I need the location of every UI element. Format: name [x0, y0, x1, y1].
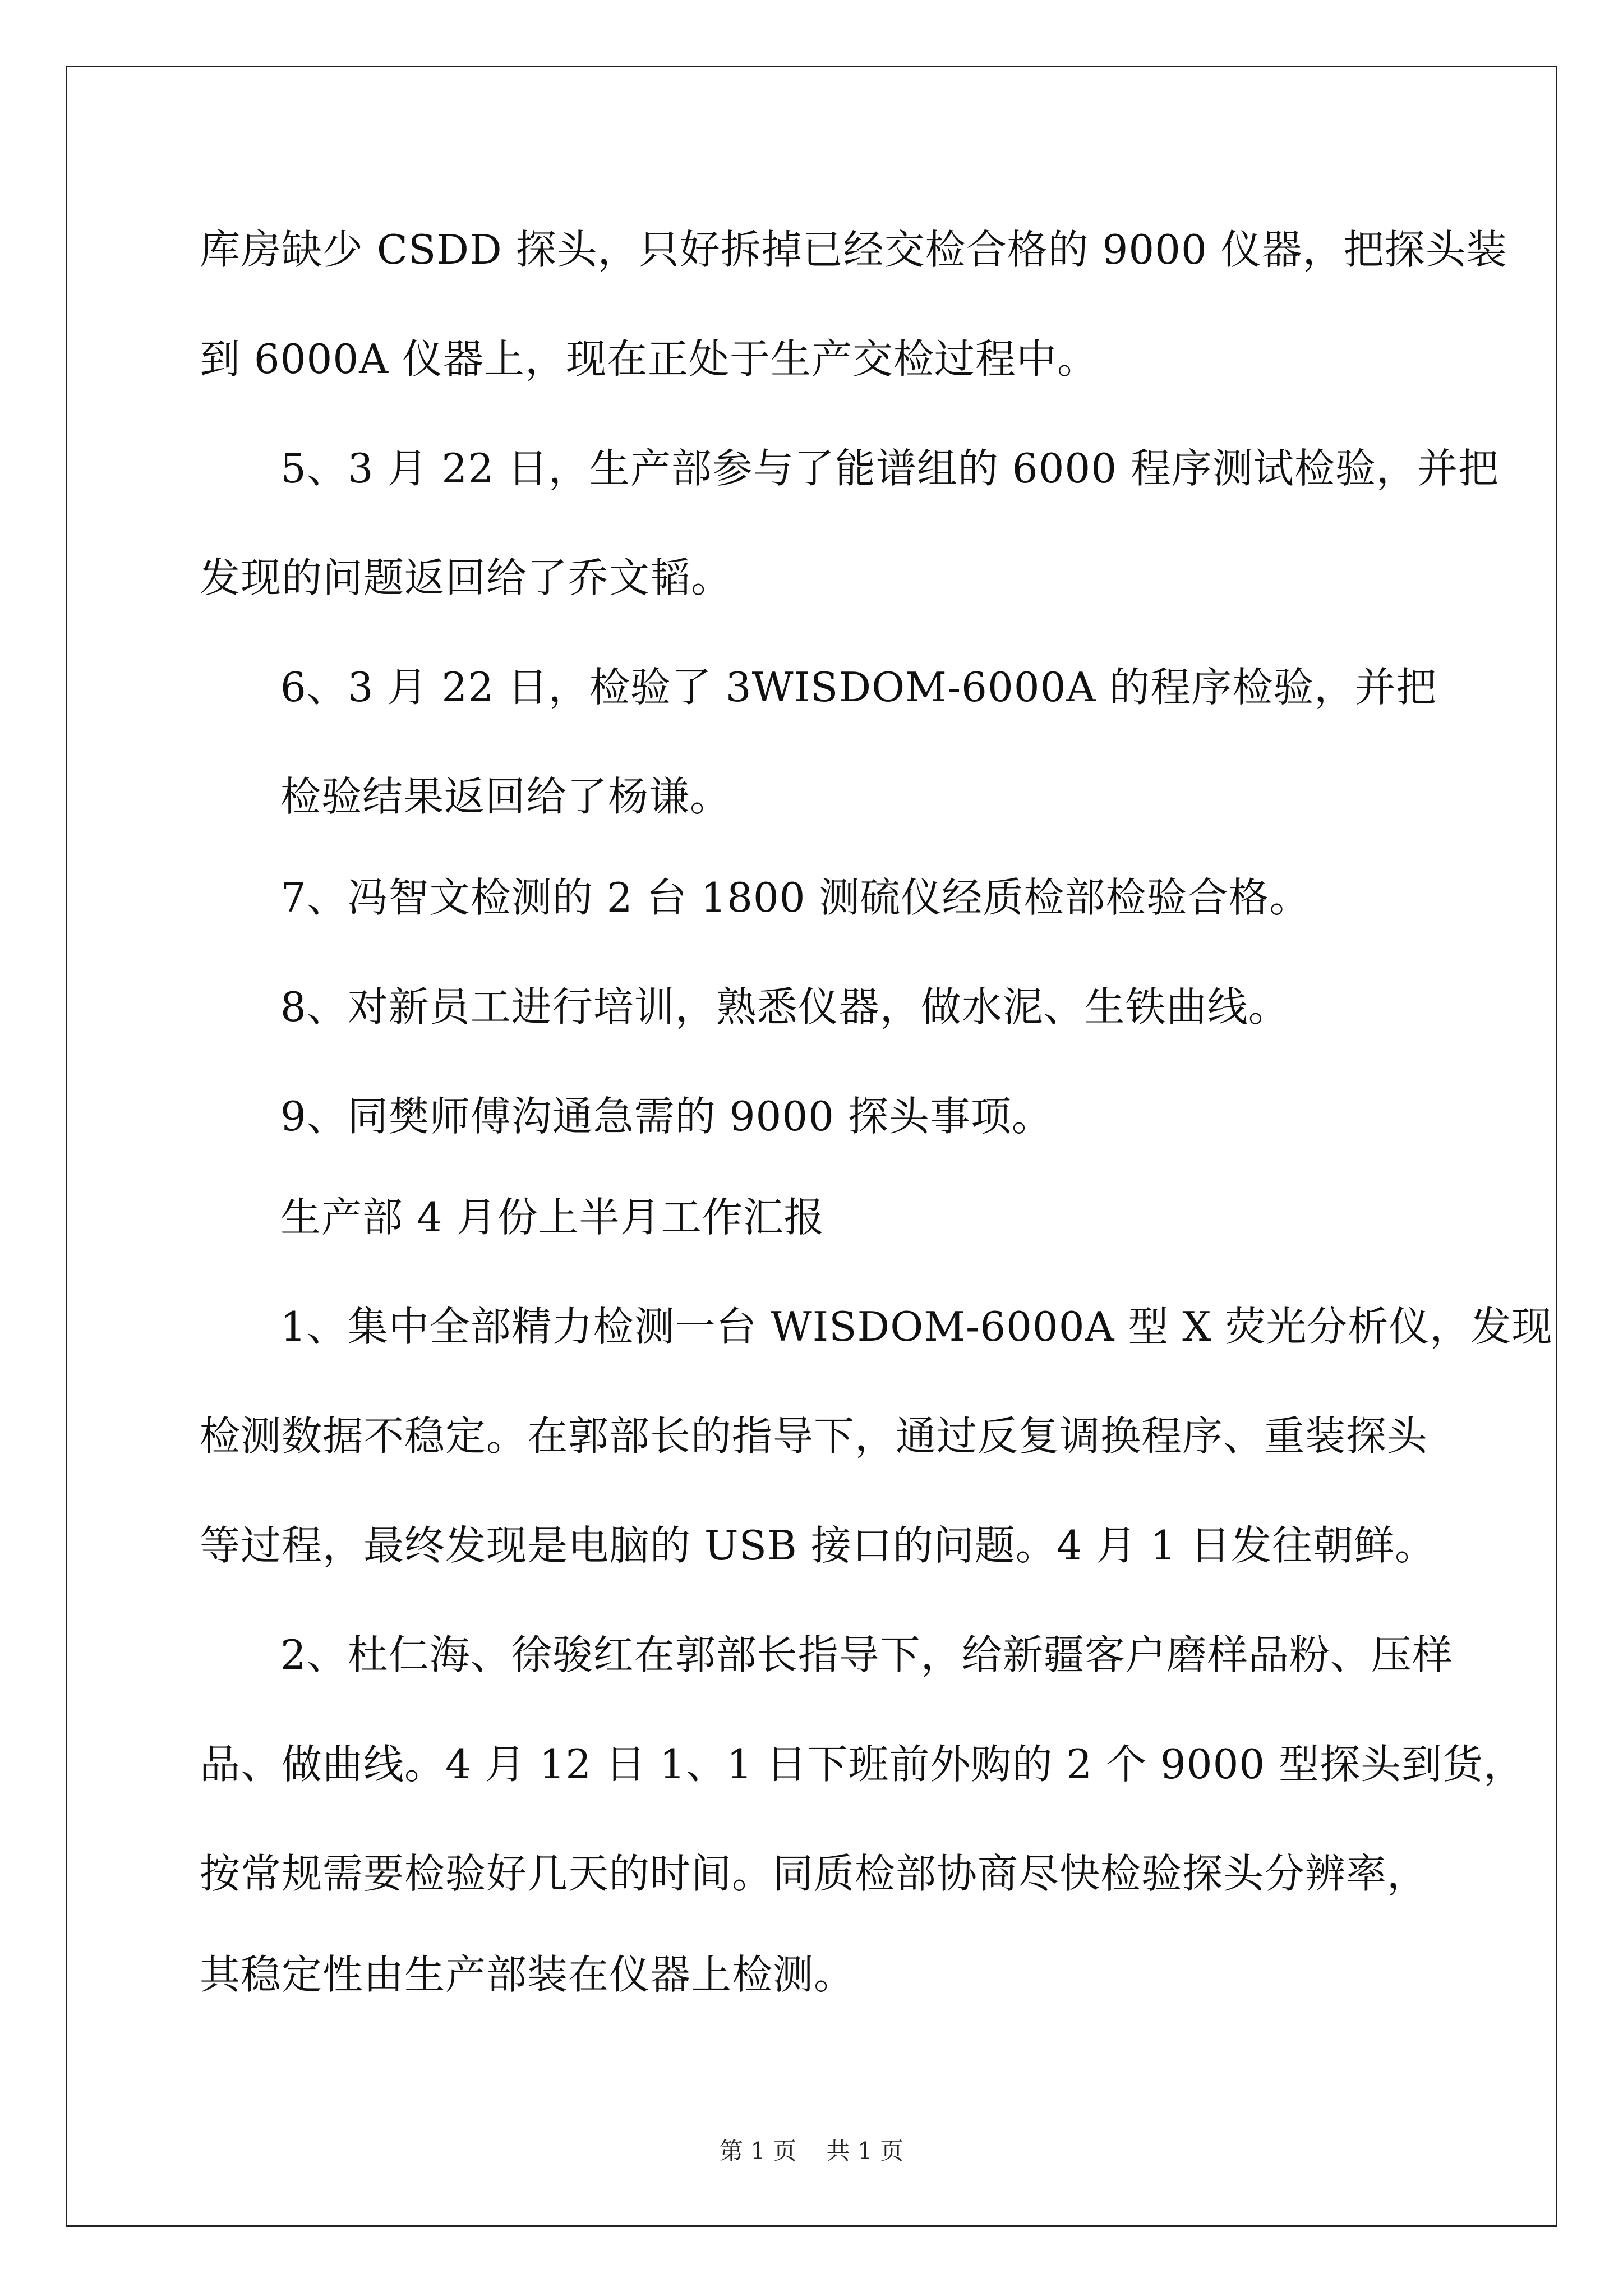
paragraph-line-15: 品、做曲线。4 月 12 日 1、1 日下班前外购的 2 个 9000 型探头到货，: [200, 1741, 1525, 1788]
paragraph-line-7: 7、冯智文检测的 2 台 1800 测硫仪经质检部检验合格。: [280, 874, 1311, 921]
paragraph-line-14: 2、杜仁海、徐骏红在郭部长指导下，给新疆客户磨样品粉、压样: [280, 1631, 1453, 1678]
paragraph-line-2: 到 6000A 仪器上，现在正处于生产交检过程中。: [200, 335, 1099, 383]
page-number: 第 1 页: [719, 2137, 797, 2165]
paragraph-line-3: 5、3 月 22 日，生产部参与了能谱组的 6000 程序测试检验，并把: [280, 445, 1499, 492]
paragraph-line-17: 其稳定性由生产部装在仪器上检测。: [200, 1951, 855, 1998]
paragraph-line-6: 检验结果返回给了杨谦。: [280, 773, 731, 820]
paragraph-line-5: 6、3 月 22 日，检验了 3WISDOM-6000A 的程序检验，并把: [280, 664, 1437, 711]
paragraph-line-8: 8、对新员工进行培训，熟悉仪器，做水泥、生铁曲线。: [280, 983, 1289, 1030]
paragraph-line-4: 发现的问题返回给了乔文韬。: [200, 554, 732, 601]
paragraph-line-16: 按常规需要检验好几天的时间。同质检部协商尽快检验探头分辨率，: [200, 1850, 1428, 1897]
page-border: [66, 66, 1557, 2227]
page-total: 共 1 页: [826, 2137, 904, 2165]
paragraph-line-1: 库房缺少 CSDD 探头，只好拆掉已经交检合格的 9000 仪器，把探头装: [200, 226, 1507, 273]
paragraph-line-12: 检测数据不稳定。在郭部长的指导下，通过反复调换程序、重装探头: [200, 1412, 1428, 1460]
section-heading: 生产部 4 月份上半月工作汇报: [280, 1194, 825, 1241]
page-footer: [0, 2134, 1623, 2168]
paragraph-line-9: 9、同樊师傅沟通急需的 9000 探头事项。: [280, 1093, 1053, 1140]
paragraph-line-11: 1、集中全部精力检测一台 WISDOM-6000A 型 X 荧光分析仪，发现: [280, 1303, 1553, 1350]
paragraph-line-13: 等过程，最终发现是电脑的 USB 接口的问题。4 月 1 日发往朝鲜。: [200, 1522, 1436, 1569]
